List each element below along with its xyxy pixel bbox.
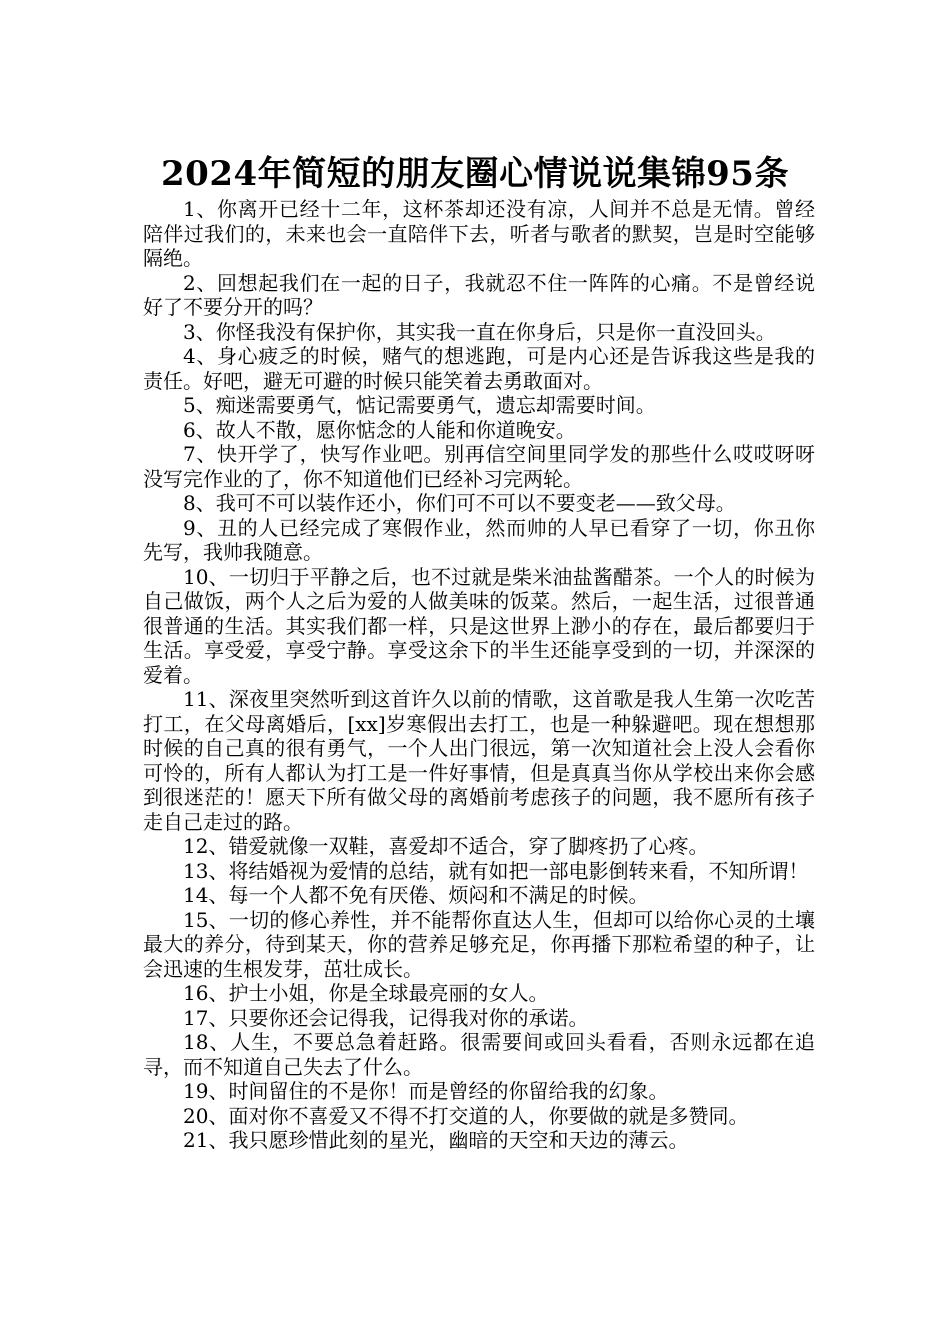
paragraph-1: 1、你离开已经十二年，这杯茶却还没有凉，人间并不总是无情。曾经陪伴过我们的，未来也会一直陪伴下去，听者与歌者的默契，岂是时空能够隔绝。 bbox=[143, 197, 815, 270]
paragraph-21: 21、我只愿珍惜此刻的星光，幽暗的天空和天边的薄云。 bbox=[183, 1128, 689, 1152]
paragraph-7: 7、快开学了，快写作业吧。别再信空间里同学发的那些什么哎哎呀呀没写完作业的了，你不知道他们已经补习完两轮。 bbox=[143, 442, 815, 491]
document-title: 2024年简短的朋友圈心情说说集锦95条 bbox=[161, 153, 789, 194]
paragraph-3: 3、你怪我没有保护你，其实我一直在你身后，只是你一直没回头。 bbox=[183, 319, 776, 344]
paragraph-6: 6、故人不散，愿你惦念的人能和你道晚安。 bbox=[183, 417, 576, 442]
paragraph-13: 13、将结婚视为爱情的总结，就有如把一部电影倒转来看，不知所谓！ bbox=[183, 858, 809, 883]
document-body bbox=[143, 197, 815, 1153]
paragraph-17: 17、只要你还会记得我，记得我对你的承诺。 bbox=[183, 1005, 589, 1030]
paragraph-20: 20、面对你不喜爱又不得不打交道的人，你要做的就是多赞同。 bbox=[183, 1103, 749, 1128]
paragraph-18: 18、人生，不要总急着赶路。很需要间或回头看看，否则永远都在追寻，而不知道自己失去了什么。 bbox=[143, 1030, 815, 1079]
paragraph-14: 14、每一个人都不免有厌倦、烦闷和不满足的时候。 bbox=[183, 883, 649, 907]
paragraph-4: 4、身心疲乏的时候，赌气的想逃跑，可是内心还是告诉我这些是我的责任。好吧，避无可避的时候只能笑着去勇敢面对。 bbox=[143, 344, 815, 393]
paragraph-15: 15、一切的修心养性，并不能帮你直达人生，但却可以给你心灵的土壤最大的养分，待到某天，你的营养足够充足，你再播下那粒希望的种子，让会迅速的生根发芽，茁壮成长。 bbox=[143, 907, 815, 981]
paragraph-10: 10、一切归于平静之后，也不过就是柴米油盐酱醋茶。一个人的时候为自己做饭，两个人之后为爱的人做美味的饭菜。然后，一起生活，过很普通很普通的生活。其实我们都一样，只是这世界上渺小的存在，最后都要归于生活。享受爱，享受宁静。享受这余下的半生还能享受到的一切，并深深的爱着。 bbox=[143, 564, 815, 687]
paragraph-9: 9、丑的人已经完成了寒假作业，然而帅的人早已看穿了一切，你丑你先写，我帅我随意。 bbox=[143, 515, 815, 564]
paragraph-11: 11、深夜里突然听到这首许久以前的情歌，这首歌是我人生第一次吃苦打工，在父母离婚后，[xx]岁寒假出去打工，也是一种躲避吧。现在想想那时候的自己真的很有勇气，一个人出门很远，第一次知道社会上没人会看你可怜的，所有人都认为打工是一件好事情，但是真真当你从学校出来你会感到很迷茫的！愿天下所有做父母的离婚前考虑孩子的问题，我不愿所有孩子走自己走过的路。 bbox=[143, 687, 815, 834]
paragraph-2: 2、回想起我们在一起的日子，我就忍不住一阵阵的心痛。不是曾经说好了不要分开的吗？ bbox=[143, 270, 815, 319]
paragraph-8: 8、我可不可以装作还小，你们可不可以不要变老——致父母。 bbox=[183, 491, 736, 515]
paragraph-19: 19、时间留住的不是你！而是曾经的你留给我的幻象。 bbox=[183, 1079, 669, 1103]
paragraph-5: 5、痴迷需要勇气，惦记需要勇气，遗忘却需要时间。 bbox=[183, 393, 656, 417]
paragraph-16: 16、护士小姐，你是全球最亮丽的女人。 bbox=[183, 981, 549, 1005]
paragraph-12: 12、错爱就像一双鞋，喜爱却不适合，穿了脚疼扔了心疼。 bbox=[183, 834, 709, 858]
